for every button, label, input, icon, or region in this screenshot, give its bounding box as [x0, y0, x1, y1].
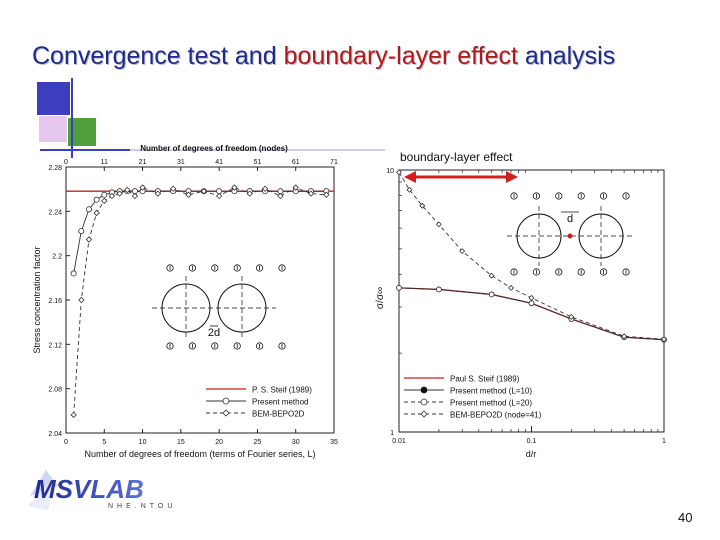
gap-label: 2d: [207, 327, 221, 339]
x-axis-label: d/r: [525, 449, 537, 459]
page-number: 40: [678, 510, 693, 525]
legend-label: Paul S. Steif (1989): [450, 374, 520, 384]
data-point: [86, 237, 91, 242]
legend-label: Present method: [252, 397, 309, 407]
data-point: [489, 292, 494, 297]
x-tick-label: 1: [662, 438, 666, 445]
top-tick-label: 41: [215, 159, 224, 166]
top-tick-label: 71: [330, 159, 338, 166]
legend-label: P. S. Steif (1989): [252, 385, 312, 395]
data-point: [71, 412, 76, 417]
logo-subtitle: NHE.NTOU: [108, 503, 177, 510]
x-tick-label: 5: [102, 439, 107, 446]
x-tick-label: 0: [64, 439, 68, 446]
data-point: [397, 285, 402, 290]
msvlab-logo: [28, 466, 178, 518]
data-point: [86, 207, 91, 212]
boundary-layer-chart: [375, 168, 666, 459]
top-axis-label: Number of degrees of freedom (nodes): [140, 144, 288, 153]
two-holes-inset: [507, 193, 633, 275]
legend: [206, 386, 312, 419]
x-tick-label: 20: [215, 439, 224, 446]
top-tick-label: 61: [291, 159, 300, 166]
data-point: [509, 285, 514, 290]
x-tick-label: 35: [330, 439, 338, 446]
legend-label: BEM-BEPO2D: [252, 409, 305, 419]
holes-diagram: [152, 276, 276, 340]
x-axis-label: Number of degrees of freedom (terms of Fourier series, L): [84, 449, 316, 459]
x-tick-label: 0.01: [392, 438, 406, 445]
data-point: [102, 198, 107, 203]
data-point: [102, 192, 107, 197]
y-axis-label: Stress concentration factor: [32, 246, 42, 354]
top-tick-label: 31: [176, 159, 185, 166]
boundary-layer-label: boundary-layer effect: [400, 150, 513, 164]
y-tick-label: 2.2: [52, 253, 62, 261]
y-tick-label: 1: [390, 430, 394, 437]
x-tick-label: 30: [291, 439, 300, 446]
data-point: [421, 411, 427, 417]
data-point: [489, 273, 494, 278]
data-point: [217, 193, 222, 198]
data-point: [71, 271, 76, 276]
data-point: [223, 398, 229, 404]
x-tick-label: 15: [176, 439, 185, 446]
data-point: [421, 399, 427, 405]
legend-label: Present method (L=20): [450, 398, 533, 408]
top-tick-label: 51: [253, 159, 262, 166]
two-holes-inset: [152, 265, 285, 349]
data-point: [397, 170, 402, 175]
y-tick-label: 2.16: [48, 298, 62, 305]
x-tick-label: 10: [138, 439, 147, 446]
center-dot: [568, 234, 573, 239]
y-tick-label: 2.04: [48, 431, 62, 438]
title-highlight: boundary-layer effect: [283, 42, 518, 70]
legend-label: BEM-BEPO2D (node=41): [450, 410, 542, 420]
legend: [404, 375, 542, 420]
hole-right: [579, 214, 623, 258]
legend-label: Present method (L=10): [450, 386, 533, 396]
title-text-1: Convergence test and: [32, 42, 284, 70]
top-tick-label: 11: [100, 159, 108, 166]
data-point: [79, 297, 84, 302]
x-tick-label: 0.1: [526, 438, 537, 445]
data-point: [436, 287, 441, 292]
top-tick-label: 0: [64, 159, 68, 166]
y-tick-label: 2.08: [48, 386, 62, 394]
x-tick-label: 25: [253, 439, 262, 446]
y-tick-label: 2.12: [48, 342, 62, 350]
top-tick-label: 21: [138, 159, 147, 166]
logo-text: MSVLAB: [34, 474, 144, 504]
data-point: [529, 301, 534, 306]
series-line-2: [74, 188, 327, 415]
data-point: [94, 210, 99, 215]
convergence-chart: [32, 144, 338, 459]
data-point: [278, 193, 283, 198]
data-point: [94, 197, 99, 202]
y-tick-label: 10: [386, 168, 394, 175]
data-point: [223, 410, 229, 416]
data-point: [79, 228, 84, 233]
title-text-2: analysis: [517, 42, 616, 70]
data-point: [529, 295, 534, 300]
y-axis-label: σ/σ∞: [375, 286, 386, 310]
y-tick-label: 2.24: [48, 209, 62, 217]
data-point: [421, 387, 427, 393]
y-tick-label: 2.28: [48, 165, 62, 172]
series-line-1: [74, 191, 327, 273]
boundary-layer-arrow: [404, 171, 518, 183]
gap-label: d: [566, 213, 574, 225]
